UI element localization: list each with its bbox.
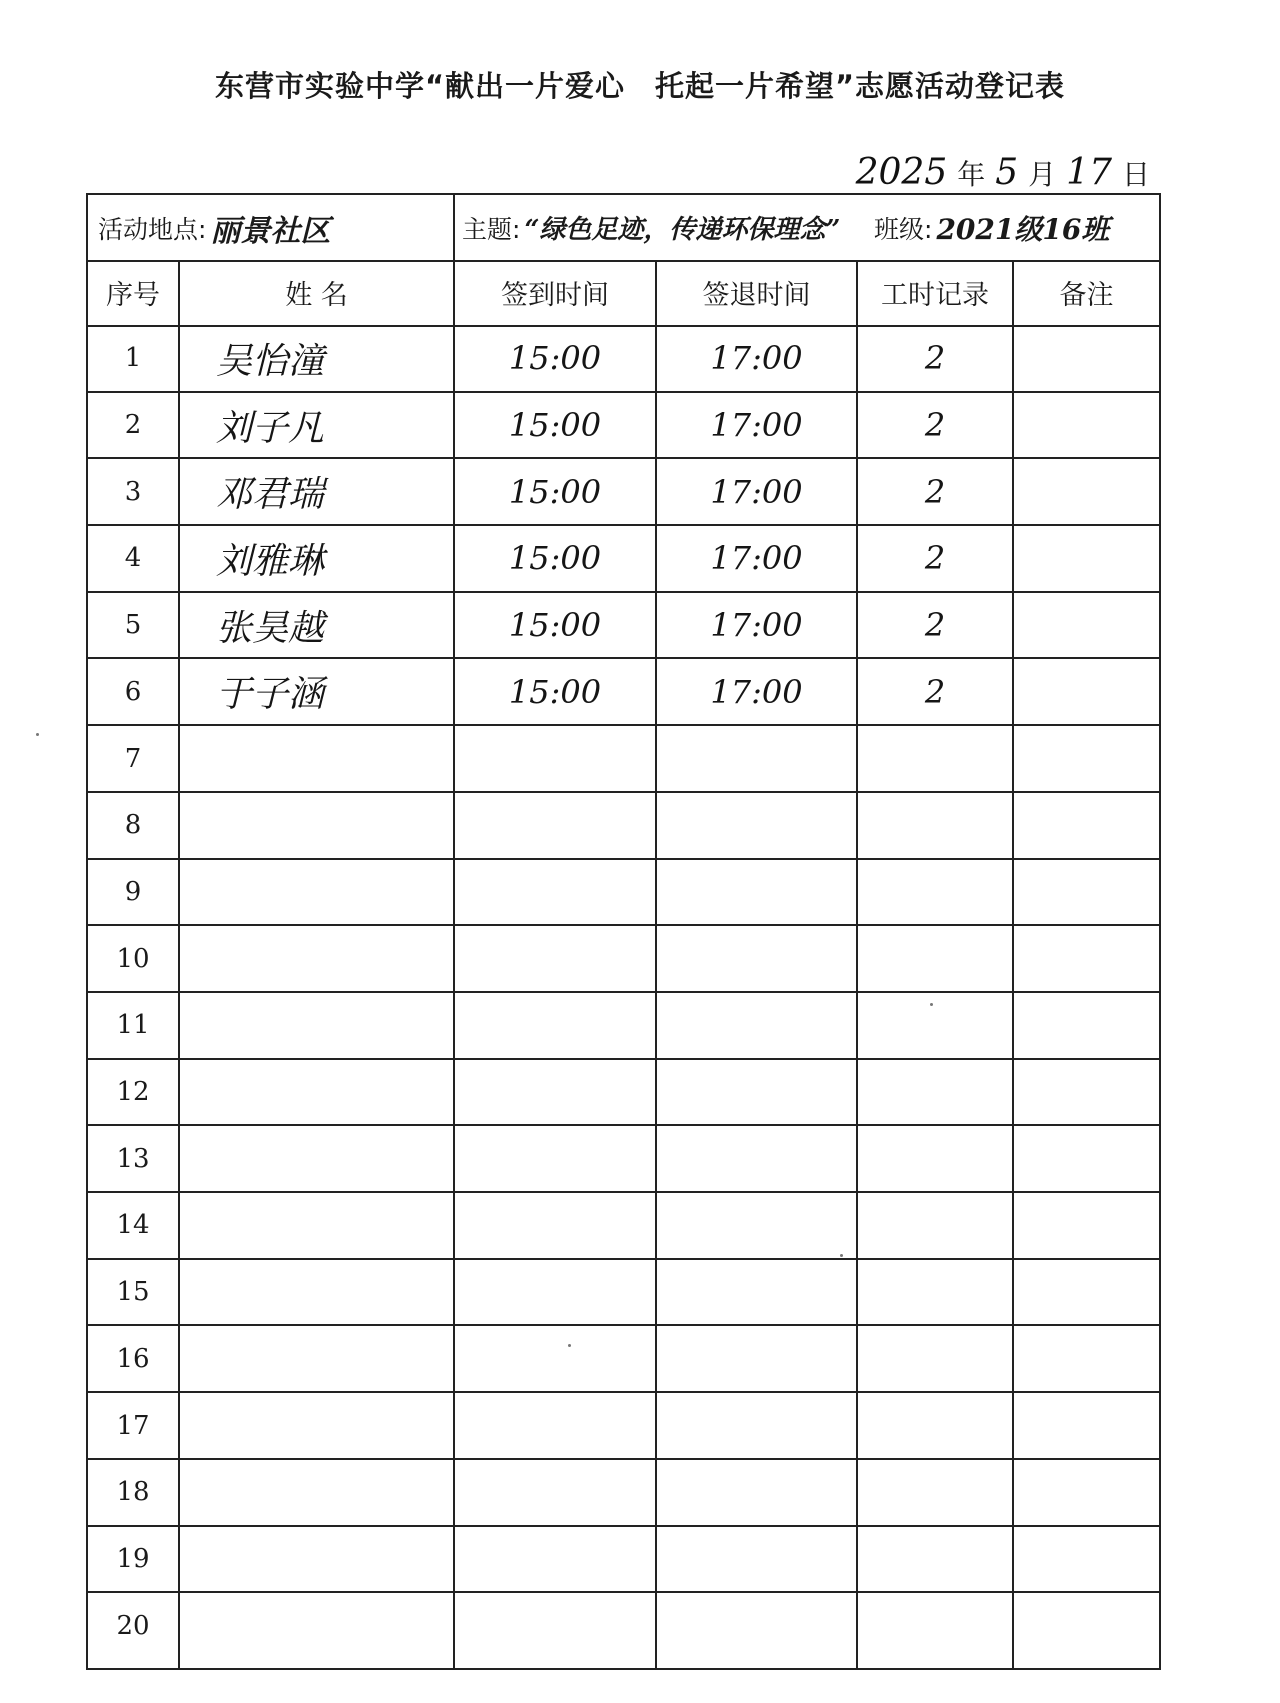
paper-speck: [568, 1344, 571, 1347]
column-header-hours: 工时记录: [881, 280, 989, 311]
volunteer-name: [180, 1060, 453, 1125]
sign-in-time: [455, 1327, 655, 1392]
paper-speck: [36, 733, 39, 736]
sign-in-time: [455, 793, 655, 858]
notes: [1014, 526, 1159, 591]
date-month-label: 月: [1028, 158, 1057, 191]
hours-record: [858, 1193, 1012, 1258]
table-row: [88, 1260, 1159, 1327]
notes: [1014, 1260, 1159, 1325]
hours-record: 2: [924, 339, 946, 378]
table-row: [88, 1327, 1159, 1394]
class-label: 班级:: [874, 214, 933, 244]
sign-out-time: 17:00: [710, 406, 803, 445]
notes: [1014, 393, 1159, 458]
class-value: 2021级16班: [936, 212, 1110, 246]
volunteer-name: [180, 1193, 453, 1258]
sign-in-time: 15:00: [508, 472, 602, 511]
volunteer-name: [180, 1460, 453, 1525]
row-number: 13: [116, 1143, 150, 1174]
notes: [1014, 993, 1159, 1058]
table-row: [88, 326, 1159, 393]
volunteer-name: [180, 993, 453, 1058]
row-number: 6: [124, 676, 142, 707]
hours-record: 2: [924, 472, 946, 511]
date-day: 17: [1066, 152, 1112, 193]
hours-record: [858, 1527, 1012, 1592]
row-number: 7: [124, 743, 142, 774]
theme-label: 主题:: [462, 214, 521, 244]
row-number: 18: [116, 1477, 150, 1508]
volunteer-name: [180, 793, 453, 858]
row-number: 2: [124, 410, 142, 441]
notes: [1014, 1393, 1159, 1458]
volunteer-name: 于子涵: [216, 674, 325, 716]
volunteer-name: [180, 726, 453, 791]
sign-out-time: 17:00: [710, 672, 803, 711]
column-header-sign-out: 签退时间: [702, 280, 811, 311]
notes: [1014, 926, 1159, 991]
sign-out-time: [657, 860, 856, 925]
location-cell: [98, 195, 448, 260]
sign-out-time: 17:00: [710, 472, 803, 511]
date-year-label: 年: [957, 158, 986, 191]
date-day-label: 日: [1121, 158, 1150, 191]
date-year: 2025: [855, 152, 948, 193]
column-header-sign-in: 签到时间: [501, 280, 609, 311]
sign-out-time: [657, 1193, 856, 1258]
divider: [453, 195, 455, 260]
sign-in-time: [455, 1126, 655, 1191]
row-number: 9: [124, 876, 142, 907]
sign-out-time: [657, 1060, 856, 1125]
notes: [1014, 860, 1159, 925]
table-row: [88, 860, 1159, 927]
sign-in-time: [455, 926, 655, 991]
hours-record: [858, 726, 1012, 791]
volunteer-name: 刘子凡: [216, 407, 325, 449]
notes: [1014, 1527, 1159, 1592]
sign-out-time: [657, 1260, 856, 1325]
table-row: [88, 1126, 1159, 1193]
row-number: 3: [124, 476, 142, 507]
volunteer-name: [180, 1260, 453, 1325]
notes: [1014, 1460, 1159, 1525]
paper-speck: [930, 1003, 933, 1006]
volunteer-name: [180, 926, 453, 991]
sign-out-time: [657, 1126, 856, 1191]
table-row: [88, 1193, 1159, 1260]
sign-out-time: [657, 1527, 856, 1592]
notes: [1014, 1060, 1159, 1125]
row-number: 1: [124, 343, 142, 374]
sign-in-time: [455, 1393, 655, 1458]
volunteer-name: 张昊越: [216, 607, 325, 649]
column-header-notes: 备注: [1059, 280, 1114, 311]
hours-record: [858, 1593, 1012, 1658]
hours-record: 2: [924, 539, 946, 578]
table-row: [88, 926, 1159, 993]
row-number: 12: [116, 1077, 150, 1108]
notes: [1014, 1593, 1159, 1658]
volunteer-name: 邓君瑞: [216, 474, 325, 516]
sign-out-time: [657, 793, 856, 858]
sign-in-time: 15:00: [508, 406, 602, 445]
sign-in-time: 15:00: [508, 339, 602, 378]
hours-record: 2: [924, 406, 946, 445]
notes: [1014, 1193, 1159, 1258]
table-row: [88, 459, 1159, 526]
sign-in-time: [455, 860, 655, 925]
location-label: 活动地点:: [98, 214, 207, 244]
sign-out-time: 17:00: [710, 539, 803, 578]
table-row: [88, 526, 1159, 593]
notes: [1014, 1327, 1159, 1392]
row-number: 16: [116, 1343, 150, 1374]
column-header-number: 序号: [106, 280, 160, 311]
table-row: [88, 993, 1159, 1060]
row-number: 20: [116, 1610, 150, 1641]
column-header-name: 姓 名: [285, 280, 348, 311]
form-date: [856, 152, 1150, 193]
column-header-row: [88, 260, 1159, 327]
location-value: 丽景社区: [210, 213, 331, 249]
sign-out-time: [657, 993, 856, 1058]
volunteer-name: 刘雅琳: [216, 540, 325, 582]
sign-in-time: [455, 993, 655, 1058]
notes: [1014, 1126, 1159, 1191]
sign-in-time: 15:00: [508, 606, 602, 645]
hours-record: [858, 1260, 1012, 1325]
sign-in-time: [455, 1527, 655, 1592]
hours-record: [858, 793, 1012, 858]
table-row: [88, 1527, 1159, 1594]
sign-out-time: [657, 1460, 856, 1525]
notes: [1014, 793, 1159, 858]
row-number: 10: [116, 943, 150, 974]
volunteer-name: [180, 860, 453, 925]
activity-info-row: [88, 195, 1159, 262]
table-row: [88, 393, 1159, 460]
sign-out-time: [657, 1327, 856, 1392]
table-row: [88, 593, 1159, 660]
hours-record: 2: [924, 606, 946, 645]
row-number: 19: [116, 1543, 150, 1574]
notes: [1014, 660, 1159, 725]
sign-in-time: [455, 726, 655, 791]
table-row: [88, 660, 1159, 727]
sign-out-time: 17:00: [710, 339, 803, 378]
table-row: [88, 726, 1159, 793]
row-number: 8: [124, 810, 142, 841]
table-row: [88, 1593, 1159, 1660]
hours-record: [858, 1393, 1012, 1458]
volunteer-name: [180, 1393, 453, 1458]
sign-out-time: [657, 926, 856, 991]
hours-record: [858, 1327, 1012, 1392]
hours-record: 2: [924, 672, 946, 711]
page-title: 东营市实验中学“献出一片爱心 托起一片希望”志愿活动登记表: [214, 69, 1066, 103]
table-row: [88, 1460, 1159, 1527]
volunteer-name: [180, 1527, 453, 1592]
sign-out-time: 17:00: [710, 606, 803, 645]
sign-in-time: [455, 1593, 655, 1658]
volunteer-name: [180, 1126, 453, 1191]
hours-record: [858, 926, 1012, 991]
row-number: 5: [124, 610, 142, 641]
hours-record: [858, 1060, 1012, 1125]
notes: [1014, 459, 1159, 524]
table-row: [88, 1393, 1159, 1460]
sign-out-time: [657, 1393, 856, 1458]
table-row: [88, 793, 1159, 860]
table-row: [88, 1060, 1159, 1127]
sign-in-time: 15:00: [508, 539, 602, 578]
sign-out-time: [657, 726, 856, 791]
sign-in-time: 15:00: [508, 672, 602, 711]
volunteer-name: [180, 1327, 453, 1392]
notes: [1014, 593, 1159, 658]
notes: [1014, 726, 1159, 791]
volunteer-name: 吴怡潼: [216, 340, 325, 382]
theme-value: “绿色足迹，传递环保理念”: [524, 215, 841, 245]
hours-record: [858, 1460, 1012, 1525]
hours-record: [858, 860, 1012, 925]
class-cell: [874, 195, 1159, 260]
sign-in-time: [455, 1060, 655, 1125]
row-number: 4: [124, 543, 142, 574]
volunteer-name: [180, 1593, 453, 1658]
date-month: 5: [995, 152, 1019, 193]
sign-out-time: [657, 1593, 856, 1658]
theme-cell: [462, 195, 872, 260]
sign-in-time: [455, 1193, 655, 1258]
hours-record: [858, 993, 1012, 1058]
paper-speck: [840, 1254, 843, 1257]
row-number: 14: [116, 1210, 150, 1241]
sign-in-time: [455, 1260, 655, 1325]
sign-in-time: [455, 1460, 655, 1525]
registration-table: [86, 193, 1161, 1670]
hours-record: [858, 1126, 1012, 1191]
row-number: 15: [116, 1277, 150, 1308]
notes: [1014, 326, 1159, 391]
row-number: 17: [116, 1410, 150, 1441]
row-number: 11: [116, 1010, 150, 1041]
